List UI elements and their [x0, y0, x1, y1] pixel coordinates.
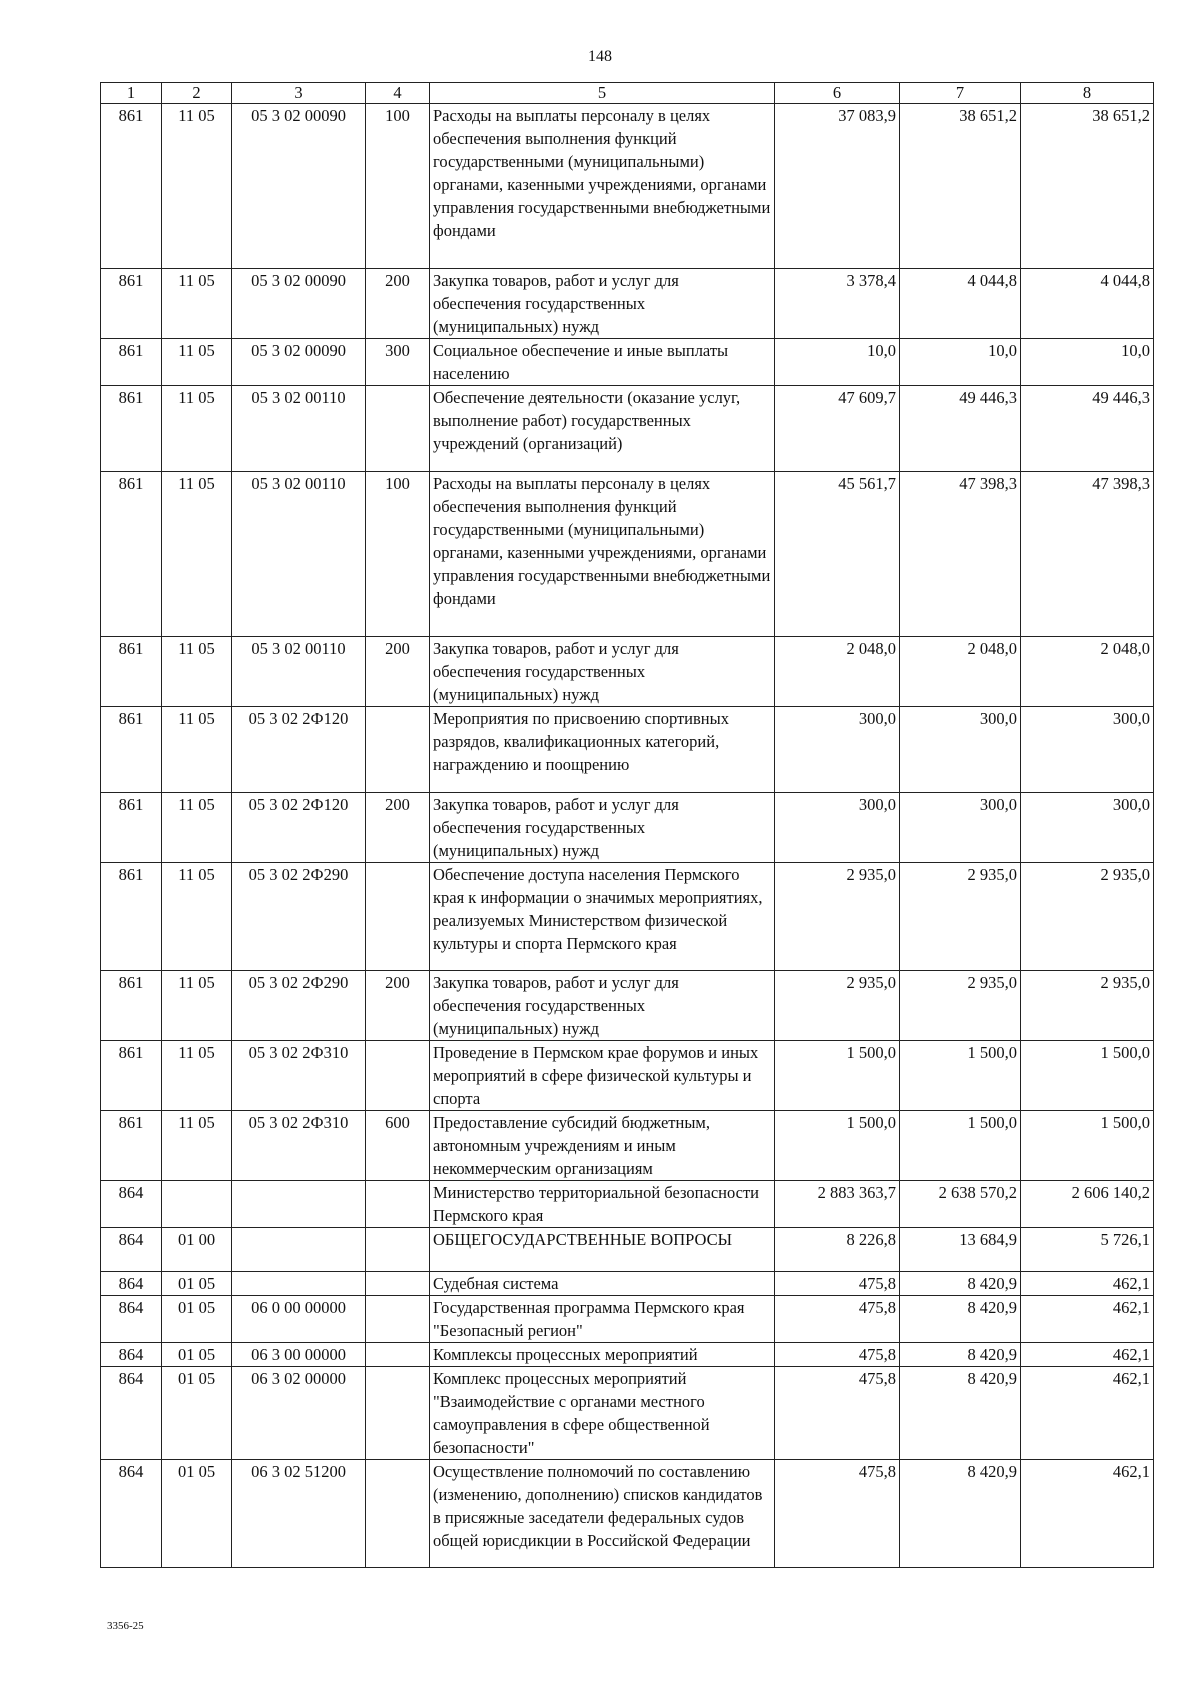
cell-section-code: 01 05 [162, 1460, 232, 1568]
cell-target-article: 05 3 02 00090 [232, 339, 366, 386]
table-row [101, 863, 1154, 971]
table-body [101, 104, 1154, 1568]
cell-section-code: 11 05 [162, 637, 232, 707]
cell-amount-year2: 2 638 570,2 [900, 1181, 1021, 1228]
cell-description: Комплексы процессных мероприятий [430, 1343, 775, 1367]
cell-admin-code: 861 [101, 793, 162, 863]
cell-amount-year1: 300,0 [775, 793, 900, 863]
cell-description: Социальное обеспечение и иные выплаты населению [430, 339, 775, 386]
column-header: 2 [162, 83, 232, 104]
cell-section-code: 11 05 [162, 269, 232, 339]
cell-amount-year1: 2 883 363,7 [775, 1181, 900, 1228]
cell-expense-type: 100 [366, 472, 430, 637]
cell-amount-year3: 300,0 [1021, 793, 1154, 863]
cell-amount-year2: 10,0 [900, 339, 1021, 386]
cell-amount-year1: 2 048,0 [775, 637, 900, 707]
cell-admin-code: 861 [101, 637, 162, 707]
cell-target-article: 05 3 02 2Ф120 [232, 793, 366, 863]
cell-amount-year1: 3 378,4 [775, 269, 900, 339]
cell-admin-code: 864 [101, 1228, 162, 1272]
cell-amount-year3: 38 651,2 [1021, 104, 1154, 269]
table-row [101, 1111, 1154, 1181]
cell-expense-type: 300 [366, 339, 430, 386]
cell-expense-type [366, 1041, 430, 1111]
cell-description: Министерство территориальной безопасности Пермского края [430, 1181, 775, 1228]
cell-amount-year2: 2 048,0 [900, 637, 1021, 707]
cell-amount-year2: 8 420,9 [900, 1343, 1021, 1367]
cell-admin-code: 861 [101, 971, 162, 1041]
table-row [101, 1460, 1154, 1568]
cell-description: Закупка товаров, работ и услуг для обеспечения государственных (муниципальных) нужд [430, 637, 775, 707]
cell-amount-year2: 8 420,9 [900, 1367, 1021, 1460]
table-row [101, 707, 1154, 793]
cell-description: Проведение в Пермском крае форумов и иных мероприятий в сфере физической культуры и спорта [430, 1041, 775, 1111]
cell-admin-code: 864 [101, 1296, 162, 1343]
cell-section-code: 11 05 [162, 472, 232, 637]
cell-section-code: 11 05 [162, 339, 232, 386]
cell-description: ОБЩЕГОСУДАРСТВЕННЫЕ ВОПРОСЫ [430, 1228, 775, 1272]
cell-section-code: 01 05 [162, 1296, 232, 1343]
cell-amount-year3: 2 606 140,2 [1021, 1181, 1154, 1228]
cell-section-code: 11 05 [162, 104, 232, 269]
cell-amount-year1: 475,8 [775, 1296, 900, 1343]
cell-expense-type [366, 1343, 430, 1367]
cell-expense-type: 600 [366, 1111, 430, 1181]
column-header: 4 [366, 83, 430, 104]
cell-section-code: 11 05 [162, 863, 232, 971]
cell-target-article: 05 3 02 00110 [232, 472, 366, 637]
cell-description: Обеспечение доступа населения Пермского края к информации о значимых мероприятиях, реализуемых Министерством физической культуры и спорта Пермского края [430, 863, 775, 971]
cell-amount-year2: 8 420,9 [900, 1272, 1021, 1296]
cell-description: Предоставление субсидий бюджетным, автономным учреждениям и иным некоммерческим организациям [430, 1111, 775, 1181]
cell-amount-year2: 1 500,0 [900, 1111, 1021, 1181]
cell-amount-year1: 45 561,7 [775, 472, 900, 637]
table-row [101, 1041, 1154, 1111]
cell-description: Государственная программа Пермского края "Безопасный регион" [430, 1296, 775, 1343]
cell-description: Закупка товаров, работ и услуг для обеспечения государственных (муниципальных) нужд [430, 971, 775, 1041]
cell-target-article [232, 1228, 366, 1272]
cell-section-code: 01 05 [162, 1272, 232, 1296]
cell-admin-code: 861 [101, 863, 162, 971]
cell-admin-code: 864 [101, 1343, 162, 1367]
cell-amount-year3: 1 500,0 [1021, 1041, 1154, 1111]
cell-target-article: 05 3 02 00110 [232, 386, 366, 472]
cell-target-article: 06 3 02 51200 [232, 1460, 366, 1568]
cell-amount-year2: 47 398,3 [900, 472, 1021, 637]
cell-target-article: 05 3 02 2Ф120 [232, 707, 366, 793]
cell-expense-type [366, 1228, 430, 1272]
cell-target-article: 05 3 02 2Ф310 [232, 1111, 366, 1181]
cell-section-code: 11 05 [162, 386, 232, 472]
cell-section-code: 11 05 [162, 971, 232, 1041]
cell-target-article: 05 3 02 00110 [232, 637, 366, 707]
cell-target-article: 05 3 02 00090 [232, 104, 366, 269]
cell-section-code: 11 05 [162, 1111, 232, 1181]
cell-admin-code: 861 [101, 1111, 162, 1181]
cell-expense-type: 100 [366, 104, 430, 269]
cell-amount-year2: 1 500,0 [900, 1041, 1021, 1111]
cell-description: Закупка товаров, работ и услуг для обеспечения государственных (муниципальных) нужд [430, 269, 775, 339]
cell-amount-year3: 462,1 [1021, 1367, 1154, 1460]
table-row [101, 1228, 1154, 1272]
budget-table [100, 82, 1154, 1568]
table-row [101, 1296, 1154, 1343]
cell-amount-year3: 47 398,3 [1021, 472, 1154, 637]
cell-description: Закупка товаров, работ и услуг для обеспечения государственных (муниципальных) нужд [430, 793, 775, 863]
column-header: 6 [775, 83, 900, 104]
cell-admin-code: 861 [101, 386, 162, 472]
cell-admin-code: 861 [101, 1041, 162, 1111]
cell-admin-code: 861 [101, 707, 162, 793]
table-row [101, 104, 1154, 269]
page-number: 148 [588, 48, 612, 65]
cell-admin-code: 864 [101, 1367, 162, 1460]
cell-expense-type [366, 707, 430, 793]
cell-section-code: 01 05 [162, 1367, 232, 1460]
cell-expense-type [366, 1272, 430, 1296]
cell-target-article: 06 0 00 00000 [232, 1296, 366, 1343]
cell-target-article: 05 3 02 00090 [232, 269, 366, 339]
cell-admin-code: 864 [101, 1460, 162, 1568]
cell-amount-year3: 2 935,0 [1021, 863, 1154, 971]
cell-section-code: 01 00 [162, 1228, 232, 1272]
cell-target-article [232, 1181, 366, 1228]
cell-amount-year3: 5 726,1 [1021, 1228, 1154, 1272]
cell-admin-code: 861 [101, 104, 162, 269]
table-row [101, 472, 1154, 637]
cell-description: Расходы на выплаты персоналу в целях обеспечения выполнения функций государственными (муниципальными) органами, казенными учреждениями, органами управления государственными внебюджетными фондами [430, 472, 775, 637]
cell-amount-year2: 300,0 [900, 707, 1021, 793]
column-header: 8 [1021, 83, 1154, 104]
cell-amount-year1: 2 935,0 [775, 863, 900, 971]
cell-amount-year1: 1 500,0 [775, 1111, 900, 1181]
cell-amount-year2: 8 420,9 [900, 1296, 1021, 1343]
cell-expense-type [366, 386, 430, 472]
cell-target-article: 05 3 02 2Ф290 [232, 863, 366, 971]
cell-description: Мероприятия по присвоению спортивных разрядов, квалификационных категорий, награждению и поощрению [430, 707, 775, 793]
column-number-row [101, 83, 1154, 104]
cell-section-code: 01 05 [162, 1343, 232, 1367]
cell-amount-year3: 2 935,0 [1021, 971, 1154, 1041]
column-header: 3 [232, 83, 366, 104]
table-row [101, 339, 1154, 386]
cell-target-article: 06 3 02 00000 [232, 1367, 366, 1460]
table-row [101, 793, 1154, 863]
table-row [101, 1272, 1154, 1296]
document-code: 3356-25 [107, 1620, 144, 1632]
table-row [101, 386, 1154, 472]
cell-admin-code: 861 [101, 472, 162, 637]
column-header: 5 [430, 83, 775, 104]
cell-amount-year3: 462,1 [1021, 1460, 1154, 1568]
cell-amount-year1: 2 935,0 [775, 971, 900, 1041]
cell-target-article: 06 3 00 00000 [232, 1343, 366, 1367]
table-row [101, 1367, 1154, 1460]
cell-admin-code: 861 [101, 339, 162, 386]
cell-expense-type [366, 1367, 430, 1460]
cell-amount-year2: 38 651,2 [900, 104, 1021, 269]
cell-section-code: 11 05 [162, 707, 232, 793]
cell-amount-year3: 10,0 [1021, 339, 1154, 386]
cell-expense-type: 200 [366, 269, 430, 339]
cell-amount-year1: 475,8 [775, 1272, 900, 1296]
cell-amount-year2: 2 935,0 [900, 863, 1021, 971]
cell-expense-type [366, 1181, 430, 1228]
cell-amount-year3: 49 446,3 [1021, 386, 1154, 472]
cell-description: Судебная система [430, 1272, 775, 1296]
cell-amount-year3: 462,1 [1021, 1343, 1154, 1367]
cell-expense-type [366, 863, 430, 971]
cell-amount-year2: 300,0 [900, 793, 1021, 863]
cell-amount-year3: 4 044,8 [1021, 269, 1154, 339]
cell-amount-year3: 2 048,0 [1021, 637, 1154, 707]
cell-target-article [232, 1272, 366, 1296]
cell-amount-year3: 300,0 [1021, 707, 1154, 793]
cell-amount-year2: 49 446,3 [900, 386, 1021, 472]
cell-admin-code: 864 [101, 1272, 162, 1296]
cell-description: Расходы на выплаты персоналу в целях обеспечения выполнения функций государственными (муниципальными) органами, казенными учреждениями, органами управления государственными внебюджетными фондами [430, 104, 775, 269]
cell-target-article: 05 3 02 2Ф290 [232, 971, 366, 1041]
cell-expense-type [366, 1460, 430, 1568]
cell-section-code [162, 1181, 232, 1228]
cell-amount-year2: 8 420,9 [900, 1460, 1021, 1568]
cell-expense-type: 200 [366, 793, 430, 863]
cell-amount-year1: 37 083,9 [775, 104, 900, 269]
table-row [101, 971, 1154, 1041]
cell-amount-year3: 1 500,0 [1021, 1111, 1154, 1181]
cell-amount-year3: 462,1 [1021, 1296, 1154, 1343]
cell-amount-year2: 4 044,8 [900, 269, 1021, 339]
cell-section-code: 11 05 [162, 793, 232, 863]
cell-description: Осуществление полномочий по составлению (изменению, дополнению) списков кандидатов в присяжные заседатели федеральных судов общей юрисдикции в Российской Федерации [430, 1460, 775, 1568]
cell-amount-year1: 1 500,0 [775, 1041, 900, 1111]
cell-expense-type: 200 [366, 971, 430, 1041]
cell-amount-year1: 475,8 [775, 1460, 900, 1568]
cell-amount-year2: 13 684,9 [900, 1228, 1021, 1272]
table-row [101, 637, 1154, 707]
cell-amount-year1: 475,8 [775, 1343, 900, 1367]
cell-expense-type: 200 [366, 637, 430, 707]
cell-amount-year1: 300,0 [775, 707, 900, 793]
table-row [101, 1181, 1154, 1228]
column-header: 1 [101, 83, 162, 104]
cell-amount-year1: 10,0 [775, 339, 900, 386]
table-row [101, 1343, 1154, 1367]
cell-section-code: 11 05 [162, 1041, 232, 1111]
cell-target-article: 05 3 02 2Ф310 [232, 1041, 366, 1111]
cell-amount-year3: 462,1 [1021, 1272, 1154, 1296]
cell-expense-type [366, 1296, 430, 1343]
cell-amount-year1: 475,8 [775, 1367, 900, 1460]
cell-admin-code: 864 [101, 1181, 162, 1228]
column-header: 7 [900, 83, 1021, 104]
cell-admin-code: 861 [101, 269, 162, 339]
cell-amount-year2: 2 935,0 [900, 971, 1021, 1041]
cell-description: Комплекс процессных мероприятий "Взаимодействие с органами местного самоуправления в сфере общественной безопасности" [430, 1367, 775, 1460]
cell-amount-year1: 47 609,7 [775, 386, 900, 472]
cell-description: Обеспечение деятельности (оказание услуг, выполнение работ) государственных учреждений (организаций) [430, 386, 775, 472]
cell-amount-year1: 8 226,8 [775, 1228, 900, 1272]
table-row [101, 269, 1154, 339]
